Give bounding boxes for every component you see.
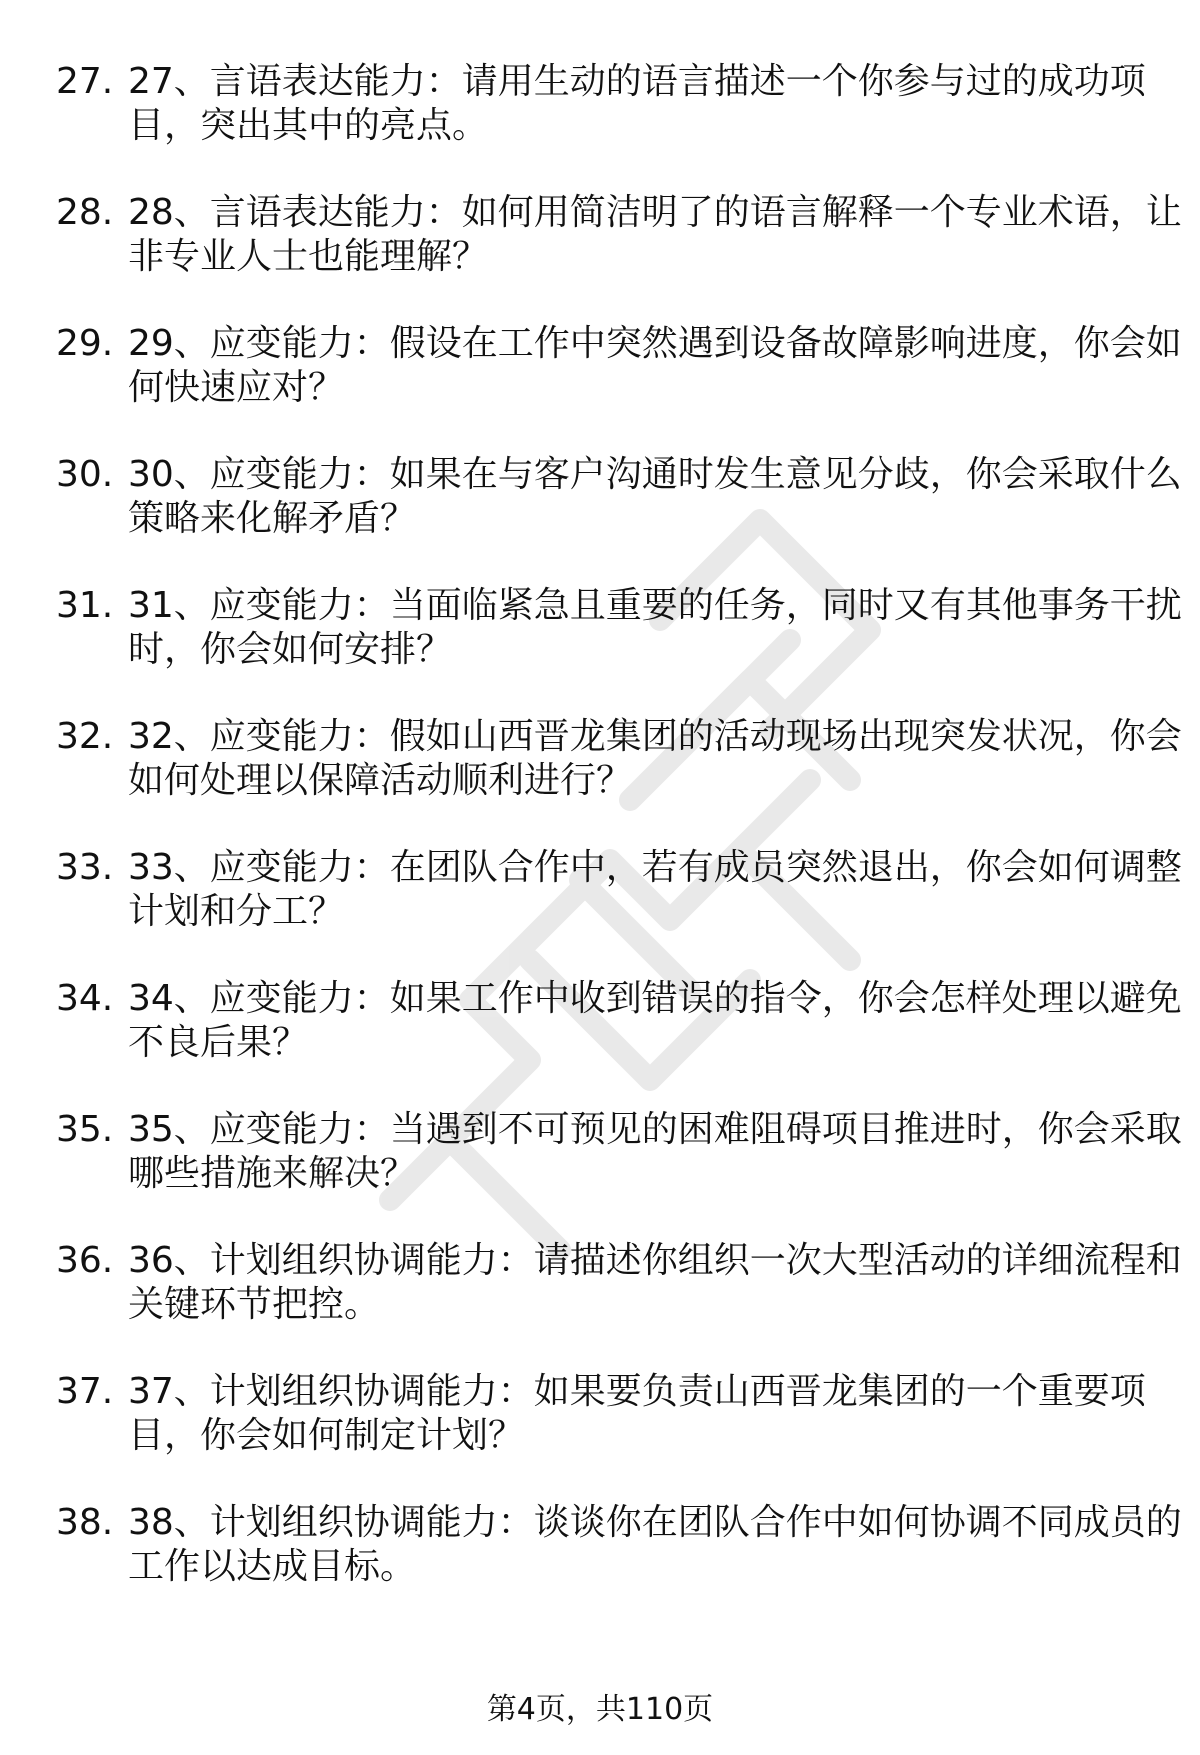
question-text: 30、应变能力：如果在与客户沟通时发生意见分歧，你会采取什么策略来化解矛盾？ bbox=[128, 454, 1182, 539]
question-text: 27、言语表达能力：请用生动的语言描述一个你参与过的成功项目，突出其中的亮点。 bbox=[128, 61, 1146, 146]
question-text: 34、应变能力：如果工作中收到错误的指令，你会怎样处理以避免不良后果？ bbox=[128, 978, 1182, 1063]
question-list bbox=[56, 60, 1182, 1632]
list-item bbox=[56, 1108, 1182, 1239]
question-text: 29、应变能力：假设在工作中突然遇到设备故障影响进度，你会如何快速应对？ bbox=[128, 323, 1182, 408]
question-text: 35、应变能力：当遇到不可预见的困难阻碍项目推进时，你会采取哪些措施来解决？ bbox=[128, 1109, 1182, 1194]
item-number: 38. bbox=[56, 1502, 114, 1543]
list-item bbox=[56, 191, 1182, 322]
question-text: 28、言语表达能力：如何用简洁明了的语言解释一个专业术语，让非专业人士也能理解？ bbox=[128, 192, 1182, 277]
item-number: 36. bbox=[56, 1240, 114, 1281]
list-item bbox=[56, 1501, 1182, 1632]
item-number: 33. bbox=[56, 847, 114, 888]
question-text: 38、计划组织协调能力：谈谈你在团队合作中如何协调不同成员的工作以达成目标。 bbox=[128, 1502, 1182, 1587]
page-footer: 第4页，共110页 bbox=[486, 1692, 714, 1727]
question-text: 32、应变能力：假如山西晋龙集团的活动现场出现突发状况，你会如何处理以保障活动顺利进行？ bbox=[128, 716, 1182, 801]
item-number: 35. bbox=[56, 1109, 114, 1150]
item-number: 28. bbox=[56, 192, 114, 233]
list-item bbox=[56, 715, 1182, 846]
question-text: 36、计划组织协调能力：请描述你组织一次大型活动的详细流程和关键环节把控。 bbox=[128, 1240, 1182, 1325]
item-number: 30. bbox=[56, 454, 114, 495]
item-number: 31. bbox=[56, 585, 114, 626]
question-text: 31、应变能力：当面临紧急且重要的任务，同时又有其他事务干扰时，你会如何安排？ bbox=[128, 585, 1182, 670]
list-item bbox=[56, 846, 1182, 977]
list-item bbox=[56, 1239, 1182, 1370]
list-item bbox=[56, 453, 1182, 584]
list-item bbox=[56, 60, 1146, 191]
question-text: 37、计划组织协调能力：如果要负责山西晋龙集团的一个重要项目，你会如何制定计划？ bbox=[128, 1371, 1146, 1456]
list-item bbox=[56, 322, 1182, 453]
list-item bbox=[56, 584, 1182, 715]
item-number: 27. bbox=[56, 61, 114, 102]
list-item bbox=[56, 1370, 1146, 1501]
list-item bbox=[56, 977, 1182, 1108]
item-number: 29. bbox=[56, 323, 114, 364]
item-number: 32. bbox=[56, 716, 114, 757]
item-number: 34. bbox=[56, 978, 114, 1019]
item-number: 37. bbox=[56, 1371, 114, 1412]
question-text: 33、应变能力：在团队合作中，若有成员突然退出，你会如何调整计划和分工？ bbox=[128, 847, 1182, 932]
